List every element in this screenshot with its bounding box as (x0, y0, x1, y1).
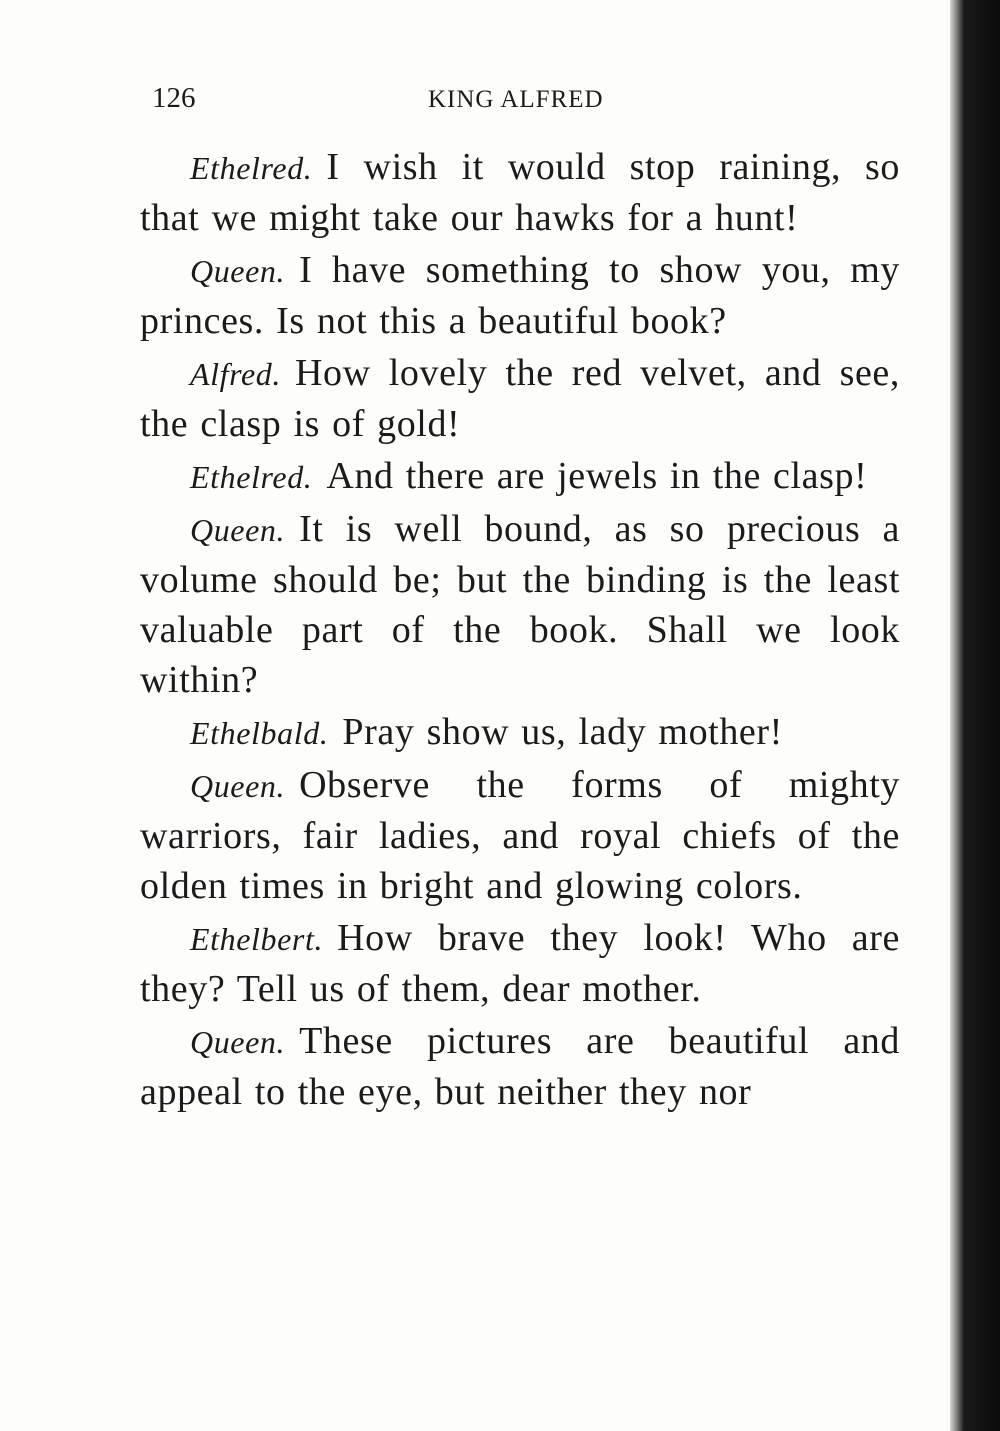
book-title: KING ALFRED (428, 86, 604, 113)
dialogue-text: It is well bound, as so precious a volume should be; but the binding is the least valuable part of the book. Shall we look within? (140, 508, 900, 701)
dialogue-line (140, 348, 900, 449)
dialogue-text (140, 142, 900, 1117)
scan-binding-edge (950, 0, 1000, 1431)
speaker-name: Alfred. (190, 356, 281, 392)
dialogue-text: I have something to show you, my princes. Is not this a beautiful book? (140, 249, 900, 342)
dialogue-text: Observe the forms of mighty warriors, fair ladies, and royal chiefs of the olden times in bright and glowing colors. (140, 764, 900, 907)
speaker-name: Queen. (190, 1024, 286, 1060)
speaker-name: Queen. (190, 512, 286, 548)
speaker-name: Ethelbald. (190, 715, 329, 751)
dialogue-line (140, 245, 900, 346)
dialogue-text: How lovely the red velvet, and see, the clasp is of gold! (140, 352, 900, 445)
dialogue-text: I wish it would stop raining, so that we might take our hawks for a hunt! (140, 146, 900, 239)
page-number: 126 (152, 82, 196, 114)
dialogue-text: How brave they look! Who are they? Tell us of them, dear mother. (140, 917, 900, 1010)
dialogue-line (140, 707, 900, 758)
speaker-name: Ethelred. (190, 459, 313, 495)
dialogue-text: These pictures are beautiful and appeal to the eye, but neither they nor (140, 1020, 900, 1113)
dialogue-line (140, 1016, 900, 1117)
running-head (150, 78, 910, 118)
speaker-name: Queen. (190, 253, 286, 289)
dialogue-text: And there are jewels in the clasp! (326, 455, 868, 497)
dialogue-line (140, 760, 900, 911)
dialogue-text: Pray show us, lady mother! (342, 711, 783, 753)
speaker-name: Ethelred. (190, 150, 313, 186)
speaker-name: Ethelbert. (190, 921, 324, 957)
dialogue-line (140, 913, 900, 1014)
dialogue-line (140, 142, 900, 243)
speaker-name: Queen. (190, 768, 286, 804)
dialogue-line (140, 504, 900, 705)
dialogue-line (140, 451, 900, 502)
